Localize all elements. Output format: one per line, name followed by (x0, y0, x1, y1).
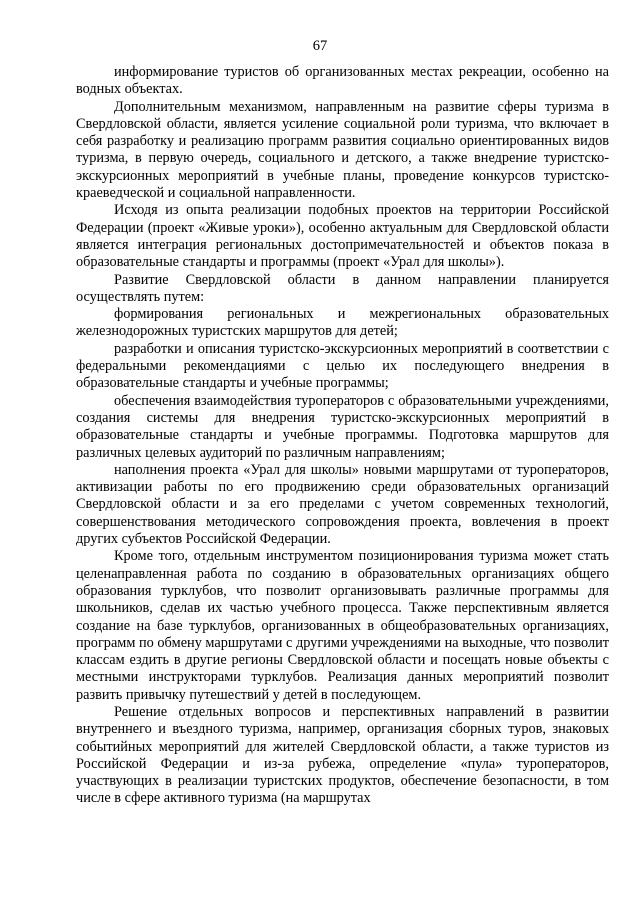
paragraph-2: Дополнительным механизмом, направленным на развитие сферы туризма в Свердловской области, является усиление социальной роли туризма, что включает в себя разработку и реализацию программ развития социально ориентированных видов туризма, в первую очередь, социального и детского, а также внедрение туристско-экскурсионных мероприятий в учебные планы, проведение конкурсов туристско-краеведческой и социальной направленности. (76, 98, 609, 202)
paragraph-3: Исходя из опыта реализации подобных проектов на территории Российской Федерации (проект «Живые уроки»), особенно актуальным для Свердловской области является интеграция региональных достопримечательностей и объектов показа в образовательные стандарты и программы (проект «Урал для школы»). (76, 202, 609, 271)
list-item-3: обеспечения взаимодействия туроператоров с образовательными учреждениями, создания системы для внедрения туристско-экскурсионных мероприятий в образовательные стандарты и учебные программы. Подготовка маршрутов для различных целевых аудиторий по различным направлениям; (76, 392, 609, 461)
paragraph-5: Кроме того, отдельным инструментом позиционирования туризма может стать целенаправленная работа по созданию в образовательных организациях общего образования турклубов, что позволит организовывать различные программы для школьников, сделав их частью учебного процесса. Также перспективным является создание на базе турклубов, организованных в общеобразовательных организациях, программ по обмену маршрутами с другими учреждениями на выходные, что позволит классам ездить в другие регионы Свердловской области и посещать новые объекты с местными инструкторами турклубов. Реализация данных мероприятий позволит развить привычку путешествий у детей в последующем. (76, 548, 609, 703)
page-number: 67 (312, 38, 328, 54)
list-item-4: наполнения проекта «Урал для школы» новыми маршрутами от туроператоров, активизации работы по его продвижению среди образовательных организаций Свердловской области и за его пределами с учетом современных технологий, совершенствования методического сопровождения проекта, вовлечения в проект других субъектов Российской Федерации. (76, 461, 609, 548)
page-body (76, 64, 609, 808)
list-item-1: формирования региональных и межрегиональных образовательных железнодорожных туристских маршрутов для детей; (76, 306, 609, 340)
paragraph-6: Решение отдельных вопросов и перспективных направлений в развитии внутреннего и въездного туризма, например, организация сборных туров, знаковых событийных мероприятий для жителей Свердловской области, а также туристов из Российской Федерации и из-за рубежа, определение «пула» туроператоров, участвующих в реализации туристских продуктов, обеспечение безопасности, в том числе в сфере активного туризма (на маршрутах (76, 703, 609, 807)
list-item-2: разработки и описания туристско-экскурсионных мероприятий в соответствии с федеральными рекомендациями с целью их последующего внедрения в образовательные стандарты и учебные программы; (76, 340, 609, 392)
paragraph-1: информирование туристов об организованных местах рекреации, особенно на водных объектах. (76, 64, 609, 98)
paragraph-4: Развитие Свердловской области в данном направлении планируется осуществлять путем: (76, 271, 609, 305)
